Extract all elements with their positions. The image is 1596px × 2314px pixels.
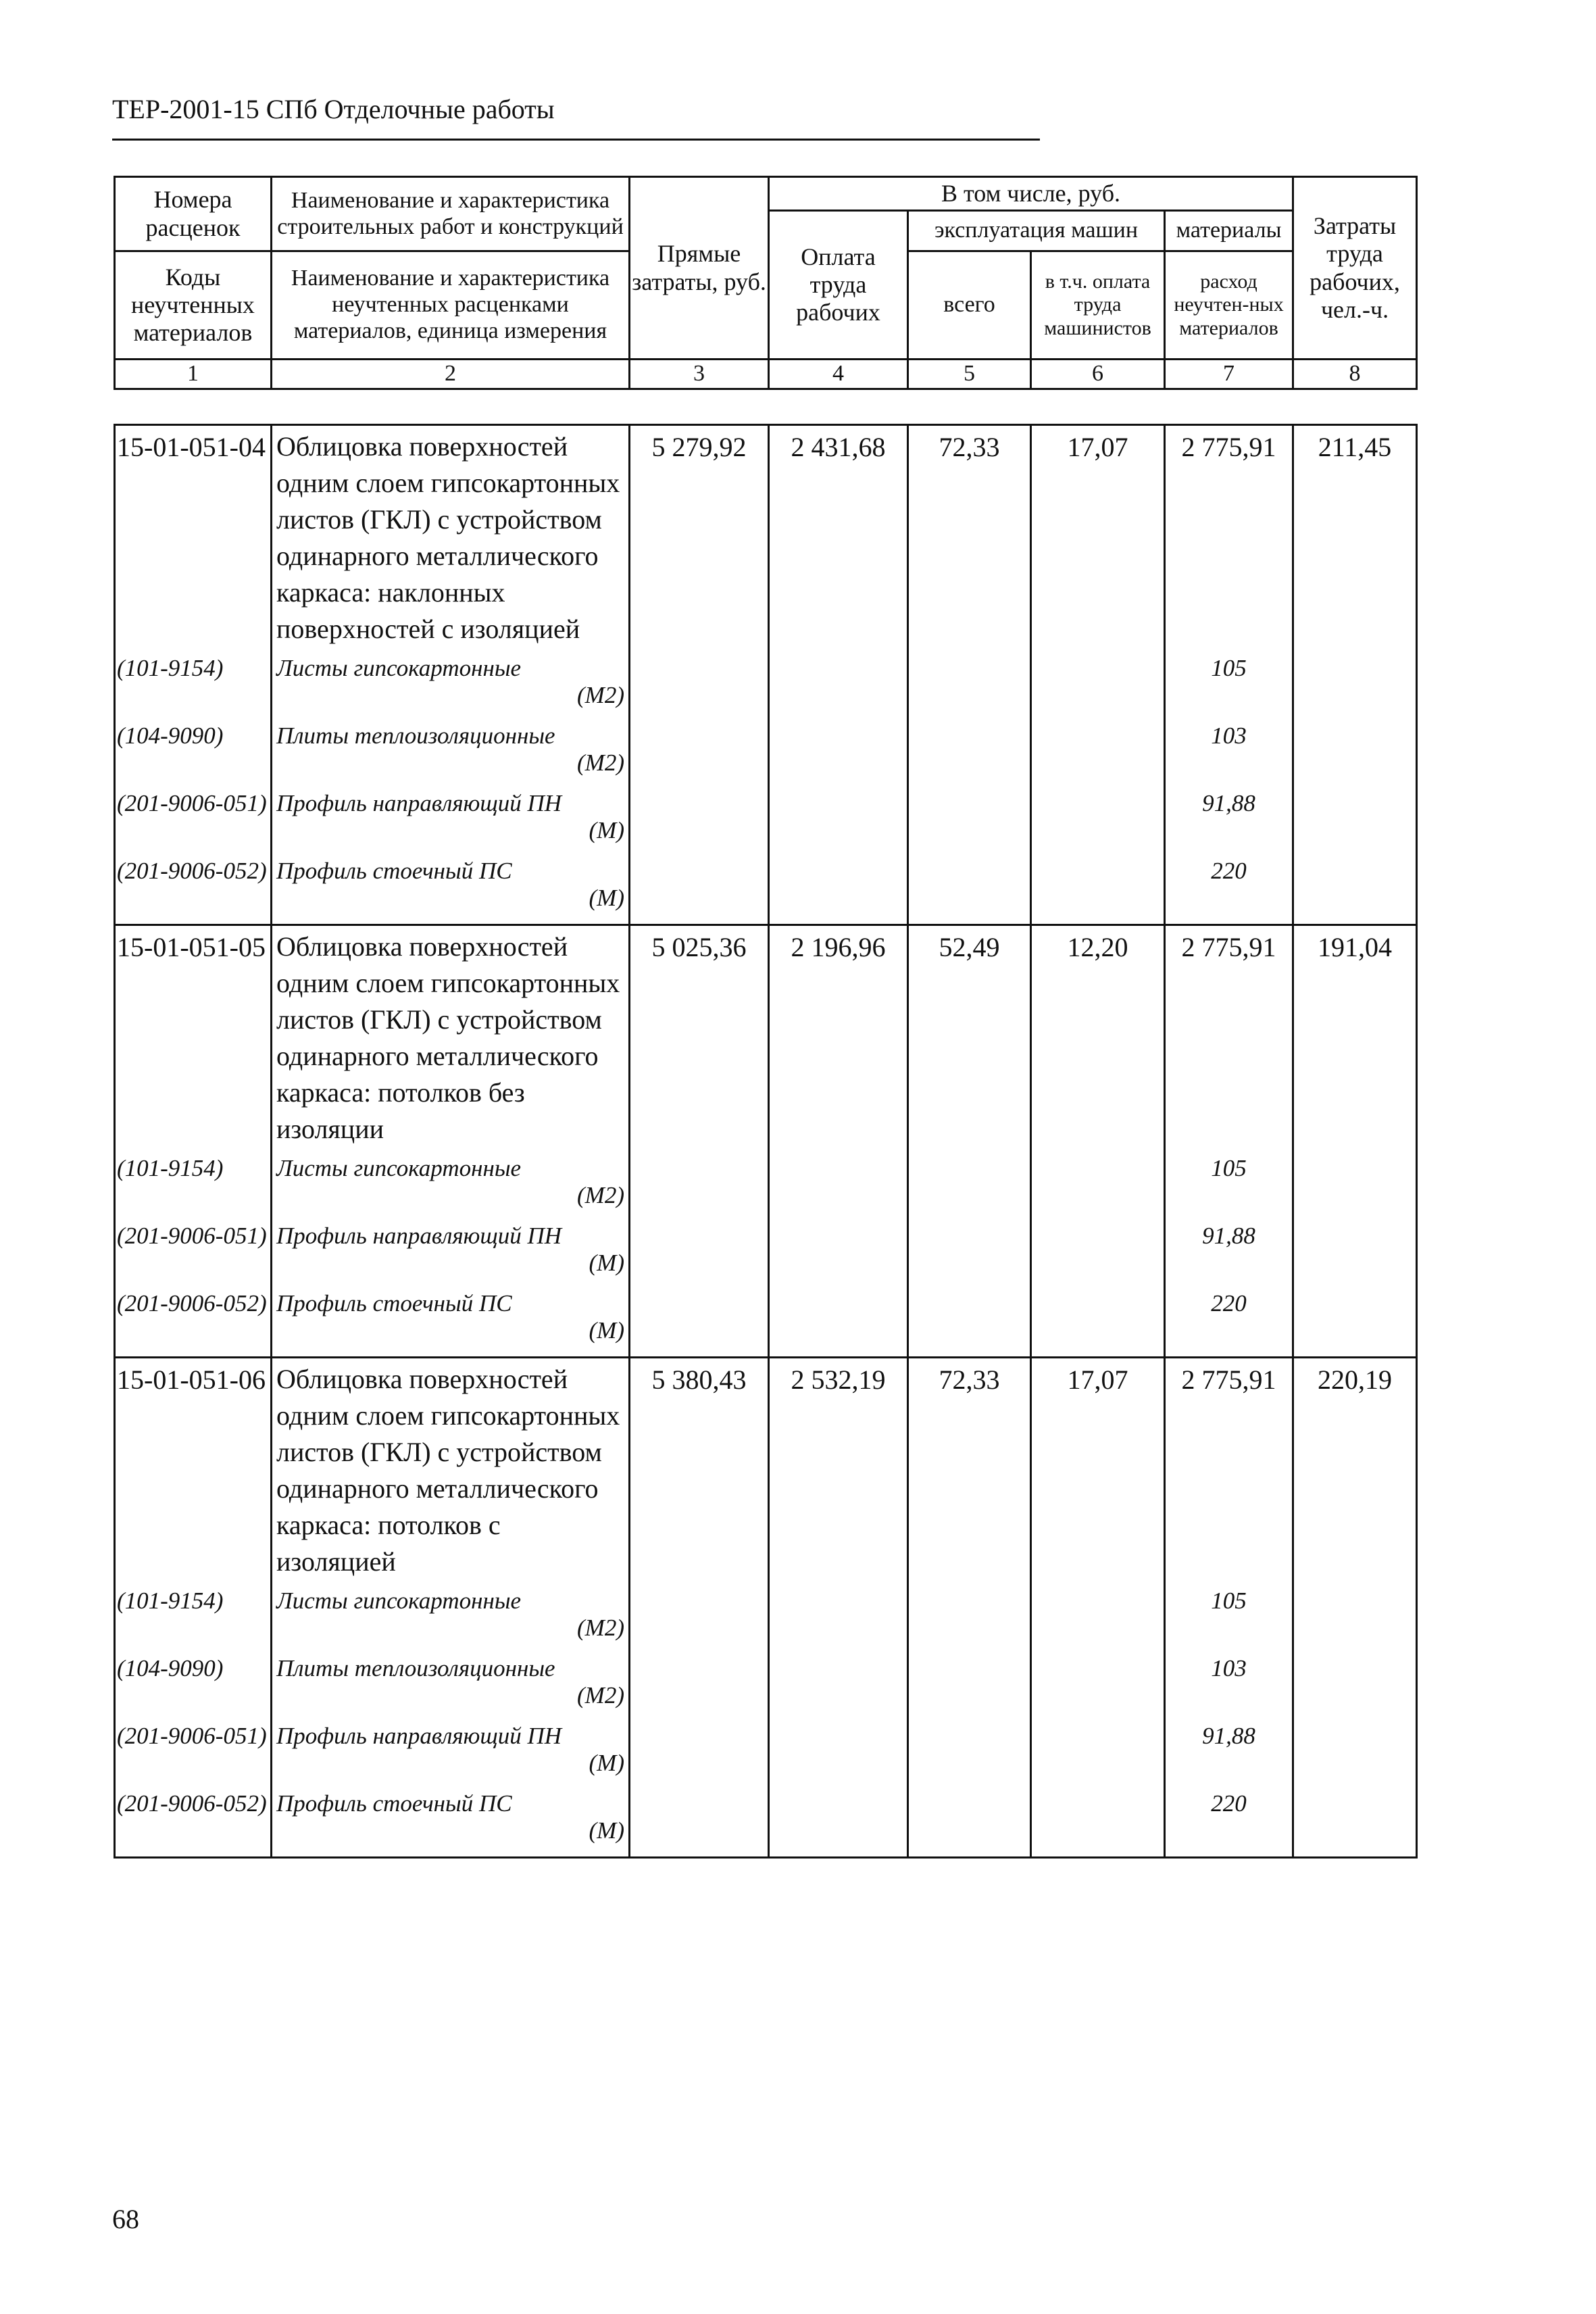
material-name: Профиль направляющий ПН <box>276 789 562 816</box>
direct-cost: 5 025,36 <box>630 925 769 1155</box>
material-name: Профиль направляющий ПН <box>276 1222 562 1249</box>
direct-cost: 5 380,43 <box>630 1358 769 1587</box>
material-unit: (М2) <box>577 1181 624 1208</box>
material-row <box>115 1155 1417 1223</box>
material-qty: 220 <box>1165 858 1293 925</box>
material-unit: (М2) <box>577 1681 624 1708</box>
material-row <box>115 1790 1417 1858</box>
col-number: 3 <box>630 360 769 389</box>
material-row <box>115 722 1417 790</box>
material-unit: (М) <box>589 1249 624 1276</box>
material-code: (201-9006-051) <box>115 1723 272 1790</box>
table-header <box>114 176 1418 390</box>
col-number: 1 <box>115 360 272 389</box>
col-number: 5 <box>908 360 1031 389</box>
rate-code: 15-01-051-04 <box>115 425 272 655</box>
machines-header: эксплуатация машин <box>908 211 1165 251</box>
table-row <box>115 425 1417 655</box>
table-row <box>115 1358 1417 1587</box>
col-number: 2 <box>272 360 630 389</box>
rate-name: Облицовка поверхностей одним слоем гипсокартонных листов (ГКЛ) с устройством одинарного металлического каркаса: наклонных поверхностей с изоляцией <box>272 425 630 655</box>
material-name: Плиты теплоизоляционные <box>276 722 555 749</box>
material-name: Профиль стоечный ПС <box>276 1790 512 1817</box>
material-code: (201-9006-051) <box>115 1223 272 1290</box>
material-unit: (М) <box>589 884 624 911</box>
material-qty: 91,88 <box>1165 1223 1293 1290</box>
page-number: 68 <box>112 2204 139 2234</box>
material-code: (101-9154) <box>115 1587 272 1655</box>
title-rule <box>112 139 1040 141</box>
material-qty: 91,88 <box>1165 790 1293 858</box>
col3-header: Прямые затраты, руб. <box>630 177 769 360</box>
material-unit: (М2) <box>577 749 624 776</box>
col1-header-top: Номера расценок <box>115 177 272 251</box>
material-qty: 105 <box>1165 1155 1293 1223</box>
material-code: (101-9154) <box>115 1155 272 1223</box>
material-unit: (М2) <box>577 1614 624 1641</box>
col-number: 4 <box>769 360 908 389</box>
col5-header: всего <box>908 251 1031 360</box>
material-row <box>115 1290 1417 1358</box>
material-name: Профиль стоечный ПС <box>276 1289 512 1316</box>
material-name: Профиль направляющий ПН <box>276 1722 562 1749</box>
material-qty: 103 <box>1165 722 1293 790</box>
material-row <box>115 858 1417 925</box>
col4-header: Оплата труда рабочих <box>769 211 908 360</box>
material-code: (104-9090) <box>115 1655 272 1723</box>
materials-cost: 2 775,91 <box>1165 1358 1293 1587</box>
machine-total: 72,33 <box>908 425 1031 655</box>
material-unit: (М) <box>589 816 624 843</box>
col-number: 6 <box>1031 360 1165 389</box>
material-row <box>115 1587 1417 1655</box>
material-code: (201-9006-051) <box>115 790 272 858</box>
machine-total: 72,33 <box>908 1358 1031 1587</box>
material-code: (201-9006-052) <box>115 858 272 925</box>
machine-labor: 17,07 <box>1031 425 1165 655</box>
labor-hours: 211,45 <box>1293 425 1417 655</box>
material-name: Профиль стоечный ПС <box>276 857 512 884</box>
material-qty: 91,88 <box>1165 1723 1293 1790</box>
material-qty: 105 <box>1165 655 1293 722</box>
machine-labor: 17,07 <box>1031 1358 1165 1587</box>
table-row <box>115 925 1417 1155</box>
material-name: Листы гипсокартонные <box>276 1154 522 1181</box>
material-row <box>115 655 1417 722</box>
material-qty: 105 <box>1165 1587 1293 1655</box>
material-row <box>115 1655 1417 1723</box>
material-qty: 220 <box>1165 1290 1293 1358</box>
rates-table <box>114 424 1418 1858</box>
materials-header: материалы <box>1165 211 1293 251</box>
rate-code: 15-01-051-05 <box>115 925 272 1155</box>
material-code: (104-9090) <box>115 722 272 790</box>
material-code: (201-9006-052) <box>115 1790 272 1858</box>
labor-cost: 2 532,19 <box>769 1358 908 1587</box>
material-name: Листы гипсокартонные <box>276 1587 522 1614</box>
labor-hours: 220,19 <box>1293 1358 1417 1587</box>
direct-cost: 5 279,92 <box>630 425 769 655</box>
labor-cost: 2 431,68 <box>769 425 908 655</box>
col7-header: расход неучтен-ных материалов <box>1165 251 1293 360</box>
rate-code: 15-01-051-06 <box>115 1358 272 1587</box>
col8-header: Затраты труда рабочих, чел.-ч. <box>1293 177 1417 360</box>
document-title: ТЕР-2001-15 СПб Отделочные работы <box>112 94 555 124</box>
materials-cost: 2 775,91 <box>1165 925 1293 1155</box>
machine-labor: 12,20 <box>1031 925 1165 1155</box>
col2-header-bottom: Наименование и характеристика неучтенных расценками материалов, единица измерения <box>272 251 630 360</box>
material-row <box>115 1723 1417 1790</box>
material-unit: (М) <box>589 1316 624 1344</box>
material-row <box>115 1223 1417 1290</box>
material-unit: (М) <box>589 1749 624 1776</box>
material-row <box>115 790 1417 858</box>
labor-hours: 191,04 <box>1293 925 1417 1155</box>
materials-cost: 2 775,91 <box>1165 425 1293 655</box>
col-number: 7 <box>1165 360 1293 389</box>
col-number: 8 <box>1293 360 1417 389</box>
rate-name: Облицовка поверхностей одним слоем гипсокартонных листов (ГКЛ) с устройством одинарного металлического каркаса: потолков с изоляцией <box>272 1358 630 1587</box>
col6-header: в т.ч. оплата труда машинистов <box>1031 251 1165 360</box>
material-code: (201-9006-052) <box>115 1290 272 1358</box>
material-unit: (М2) <box>577 681 624 708</box>
rate-name: Облицовка поверхностей одним слоем гипсокартонных листов (ГКЛ) с устройством одинарного металлического каркаса: потолков без изоляции <box>272 925 630 1155</box>
material-code: (101-9154) <box>115 655 272 722</box>
group-header: В том числе, руб. <box>769 177 1293 211</box>
material-qty: 220 <box>1165 1790 1293 1858</box>
col2-header-top: Наименование и характеристика строительных работ и конструкций <box>272 177 630 251</box>
material-name: Плиты теплоизоляционные <box>276 1654 555 1681</box>
material-name: Листы гипсокартонные <box>276 654 522 681</box>
material-qty: 103 <box>1165 1655 1293 1723</box>
labor-cost: 2 196,96 <box>769 925 908 1155</box>
col1-header-bottom: Коды неучтенных материалов <box>115 251 272 360</box>
machine-total: 52,49 <box>908 925 1031 1155</box>
material-unit: (М) <box>589 1817 624 1844</box>
